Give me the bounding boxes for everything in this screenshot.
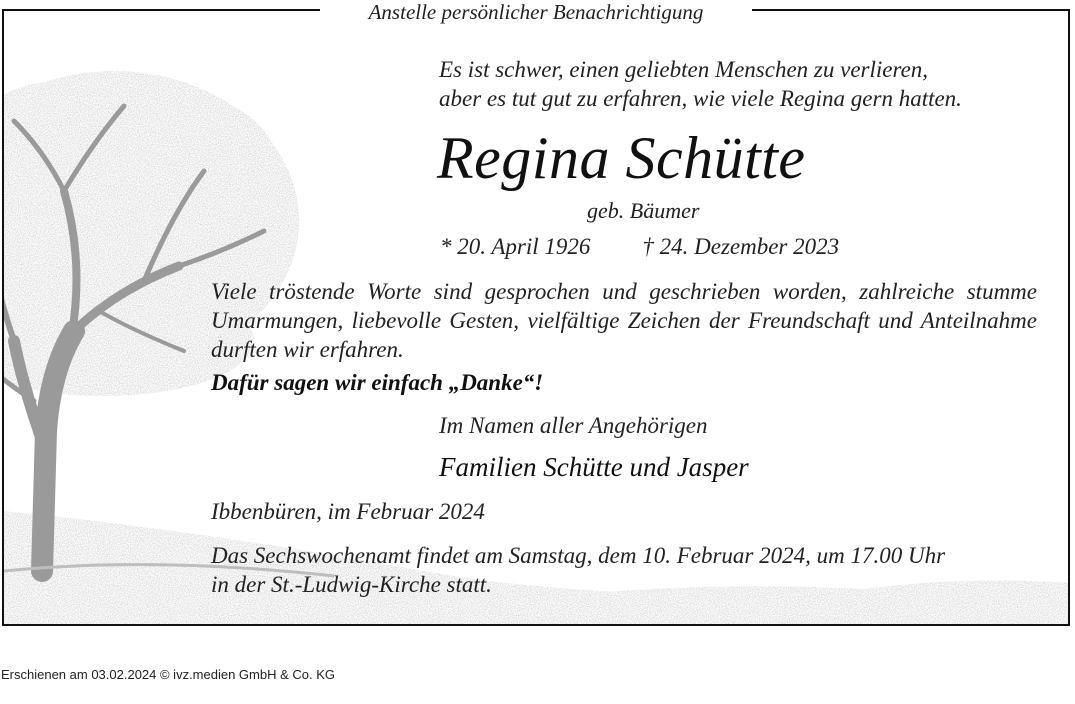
- deceased-name: Regina Schütte: [437, 125, 806, 191]
- birth-name: geb. Bäumer: [587, 198, 700, 223]
- obituary-notice: [2, 9, 1070, 626]
- intro-quote: [439, 55, 1059, 113]
- publication-footer: Erschienen am 03.02.2024 © ivz.medien GmbH & Co. KG: [1, 667, 336, 682]
- notice-content: [4, 11, 1070, 626]
- intro-line: aber es tut gut zu erfahren, wie viele Regina gern hatten.: [439, 86, 962, 111]
- families-signature: Familien Schütte und Jasper: [439, 452, 749, 482]
- on-behalf-line: Im Namen aller Angehörigen: [439, 413, 708, 438]
- service-line: in der St.-Ludwig-Kirche statt.: [211, 572, 492, 597]
- life-dates: [440, 233, 839, 261]
- notice-header: Anstelle persönlicher Benachrichtigung: [320, 0, 752, 24]
- service-announcement: [211, 541, 1051, 599]
- birth-date: * 20. April 1926: [440, 234, 591, 259]
- gratitude-text: Viele tröstende Worte sind gesprochen und geschrieben worden, zahlreiche stumme Umarmungen, liebevolle Gesten, vielfältige Zeichen der Freundschaft und Anteilnahme durften wir erfahren.: [211, 279, 1037, 362]
- thanks-line: Dafür sagen wir einfach „Danke“!: [211, 370, 544, 395]
- place-date: Ibbenbüren, im Februar 2024: [211, 499, 485, 524]
- death-date: † 24. Dezember 2023: [642, 234, 840, 259]
- service-line: Das Sechswochenamt findet am Samstag, dem 10. Februar 2024, um 17.00 Uhr: [211, 543, 946, 568]
- intro-line: Es ist schwer, einen geliebten Menschen zu verlieren,: [439, 57, 929, 82]
